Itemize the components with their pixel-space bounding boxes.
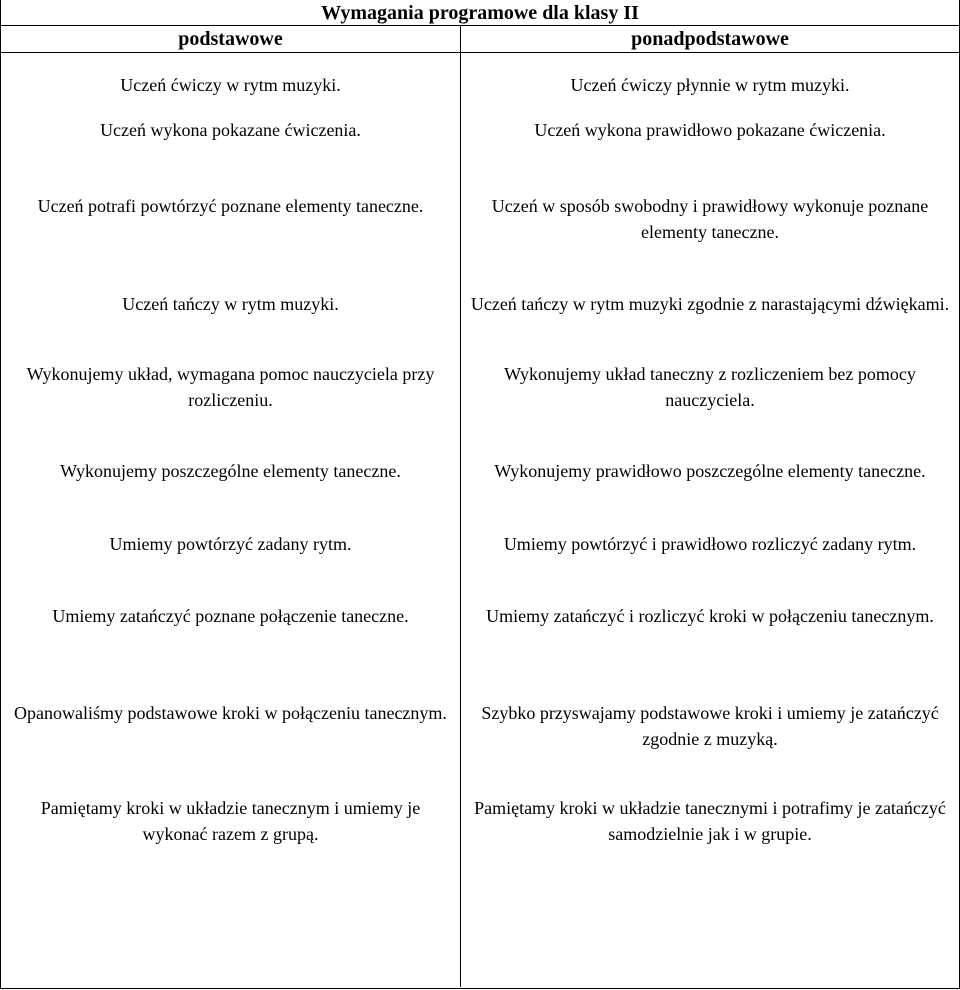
advanced-item-8: Umiemy zatańczyć i rozliczyć kroki w połączeniu tanecznym. (486, 606, 934, 626)
advanced-item-4: Uczeń tańczy w rytm muzyki zgodnie z narastającymi dźwiękami. (470, 294, 950, 314)
column-headers (1, 26, 959, 53)
basic-item-5: Wykonujemy układ, wymagana pomoc nauczyciela przy rozliczeniu. (26, 364, 435, 410)
advanced-item-2: Uczeń wykona prawidłowo pokazane ćwiczenia. (534, 120, 886, 140)
advanced-item-3: Uczeń w sposób swobodny i prawidłowy wykonuje poznane elementy taneczne. (491, 196, 929, 242)
basic-item-2: Uczeń wykona pokazane ćwiczenia. (100, 120, 361, 140)
basic-item-3: Uczeń potrafi powtórzyć poznane elementy taneczne. (37, 196, 424, 216)
table-title: Wymagania programowe dla klasy II (1, 0, 959, 26)
basic-item-8: Umiemy zatańczyć poznane połączenie taneczne. (52, 606, 409, 626)
advanced-item-7: Umiemy powtórzyć i prawidłowo rozliczyć zadany rytm. (503, 534, 917, 554)
basic-item-10: Pamiętamy kroki w układzie tanecznym i umiemy je wykonać razem z grupą. (40, 798, 421, 844)
column-basic (1, 53, 461, 987)
basic-item-6: Wykonujemy poszczególne elementy taneczne. (60, 461, 401, 481)
advanced-item-10: Pamiętamy kroki w układzie tanecznymi i potrafimy je zatańczyć samodzielnie jak i w grupie. (474, 798, 946, 844)
advanced-item-1: Uczeń ćwiczy płynnie w rytm muzyki. (570, 75, 850, 95)
table-body (1, 53, 959, 987)
advanced-item-6: Wykonujemy prawidłowo poszczególne elementy taneczne. (494, 461, 926, 481)
advanced-item-9: Szybko przyswajamy podstawowe kroki i umiemy je zatańczyć zgodnie z muzyką. (481, 703, 939, 749)
advanced-item-5: Wykonujemy układ taneczny z rozliczeniem bez pomocy nauczyciela. (504, 364, 916, 410)
header-advanced: ponadpodstawowe (631, 28, 789, 50)
basic-item-7: Umiemy powtórzyć zadany rytm. (109, 534, 352, 554)
header-basic: podstawowe (1, 26, 461, 52)
column-advanced (461, 53, 959, 987)
basic-item-4: Uczeń tańczy w rytm muzyki. (122, 294, 339, 314)
basic-item-1: Uczeń ćwiczy w rytm muzyki. (120, 75, 341, 95)
basic-item-9: Opanowaliśmy podstawowe kroki w połączeniu tanecznym. (14, 703, 447, 723)
